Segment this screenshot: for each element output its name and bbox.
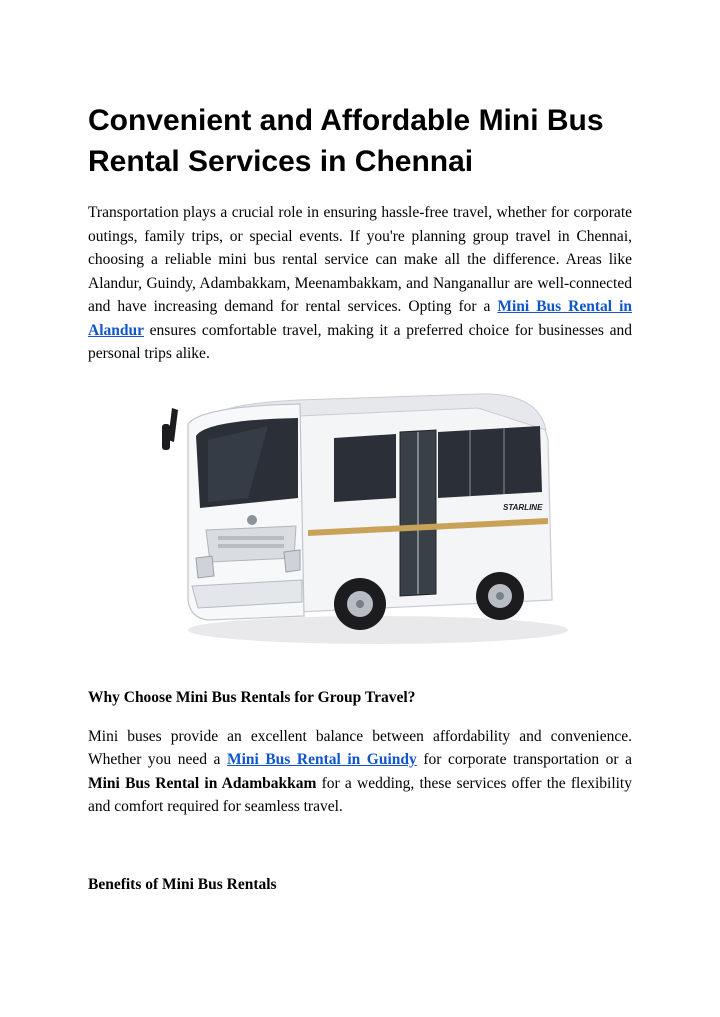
why-text-mid: for corporate transportation or a (416, 751, 632, 768)
intro-text-start: Transportation plays a crucial role in ensuring hassle-free travel, whether for corporate outings, family trips, or special events. If you're planning group travel in Chennai, choosing a reliable mini bus rental service can make all the difference. Areas like Alandur, Guindy, Adambakkam, Meenambakkam, and Nanganallur are well-connected and have increasing demand for rental services. Opting for a (88, 204, 632, 315)
benefits-heading: Benefits of Mini Bus Rentals (88, 875, 277, 893)
bus-badge-text: STARLINE (503, 503, 543, 512)
why-paragraph (88, 725, 632, 819)
intro-paragraph (88, 201, 632, 366)
guindy-link[interactable]: Mini Bus Rental in Guindy (226, 751, 417, 768)
why-text-start: Mini buses provide an excellent balance between affordability and convenience. Whether you need a (88, 727, 632, 768)
page-title: Convenient and Affordable Mini Bus Rental Services in Chennai (88, 104, 604, 178)
bus-badge (503, 503, 543, 512)
mini-bus-image (148, 380, 572, 658)
why-heading: Why Choose Mini Bus Rentals for Group Travel? (88, 688, 416, 706)
alandur-link[interactable]: Mini Bus Rental in Alandur (88, 298, 632, 339)
adambakkam-bold: Mini Bus Rental in Adambakkam (88, 774, 317, 792)
why-text-end: for a wedding, these services offer the flexibility and comfort required for seamless travel. (88, 774, 632, 815)
intro-text-end: ensures comfortable travel, making it a preferred choice for businesses and personal trips alike. (88, 321, 632, 362)
